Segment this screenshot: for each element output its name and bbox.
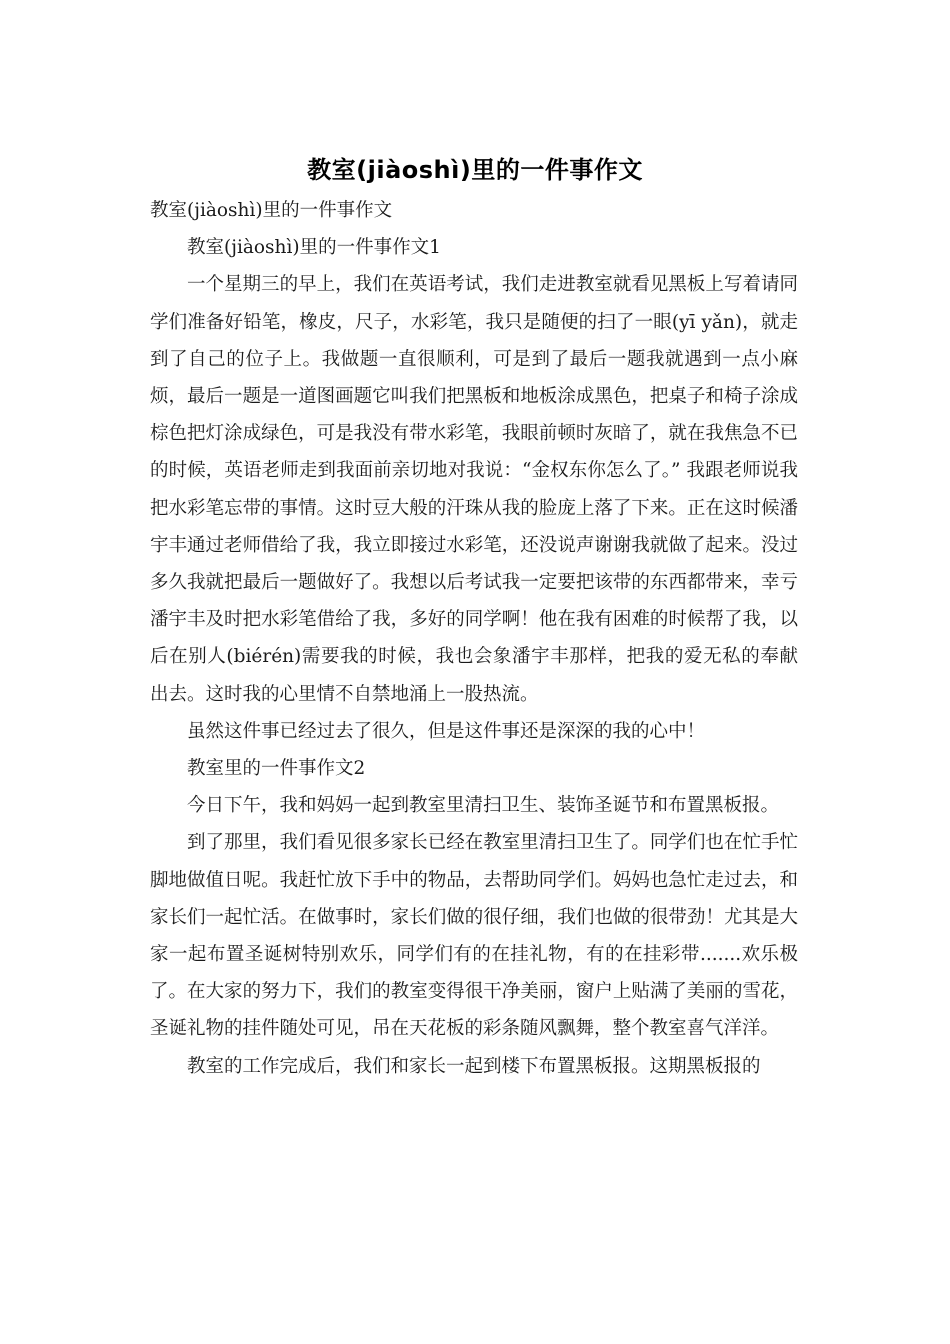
essay-1-paragraph: 一个星期三的早上，我们在英语考试，我们走进教室就看见黑板上写着请同学们准备好铅笔，橡皮，尺子，水彩笔，我只是随便的扫了一眼(yī yǎn)，就走到了自己的位子上。我做题一直很顺利，可是到了最后一题我就遇到一点小麻烦，最后一题是一道图画题它叫我们把黑板和地板涂成黑色，把桌子和椅子涂成棕色把灯涂成绿色，可是我没有带水彩笔，我眼前顿时灰暗了，就在我焦急不已的时候，英语老师走到我面前亲切地对我说：“金权东你怎么了。” 我跟老师说我把水彩笔忘带的事情。这时豆大般的汗珠从我的脸庞上落了下来。正在这时候潘宇丰通过老师借给了我，我立即接过水彩笔，还没说声谢谢我就做了起来。没过多久我就把最后一题做好了。我想以后考试我一定要把该带的东西都带来，幸亏潘宇丰及时把水彩笔借给了我，多好的同学啊！他在我有困难的时候帮了我，以后在别人(biérén)需要我的时候，我也会象潘宇丰那样，把我的爱无私的奉献出去。这时我的心里情不自禁地涌上一股热流。: [150, 274, 798, 705]
essay-2-heading: 教室里的一件事作文2: [187, 758, 366, 780]
essay-2-paragraph-2: 到了那里，我们看见很多家长已经在教室里清扫卫生了。同学们也在忙手忙脚地做值日呢。我赶忙放下手中的物品，去帮助同学们。妈妈也急忙走过去，和家长们一起忙活。在做事时，家长们做的很仔细，我们也做的很带劲！尤其是大家一起布置圣诞树特别欢乐，同学们有的在挂礼物，有的在挂彩带.......欢乐极了。在大家的努力下，我们的教室变得很干净美丽，窗户上贴满了美丽的雪花，圣诞礼物的挂件随处可见，吊在天花板的彩条随风飘舞，整个教室喜气洋洋。: [150, 832, 798, 1040]
subtitle-line: 教室(jiàoshì)里的一件事作文: [150, 200, 393, 221]
document-body: [150, 192, 798, 1085]
essay-1-conclusion: 虽然这件事已经过去了很久，但是这件事还是深深的我的心中！: [187, 720, 706, 742]
document-title: 教室(jiàoshì)里的一件事作文: [307, 156, 643, 184]
essay-1-heading: 教室(jiàoshì)里的一件事作文1: [187, 237, 441, 259]
essay-2-paragraph-1: 今日下午，我和妈妈一起到教室里清扫卫生、装饰圣诞节和布置黑板报。: [187, 795, 780, 817]
essay-2-paragraph-3: 教室的工作完成后，我们和家长一起到楼下布置黑板报。这期黑板报的: [187, 1055, 761, 1077]
